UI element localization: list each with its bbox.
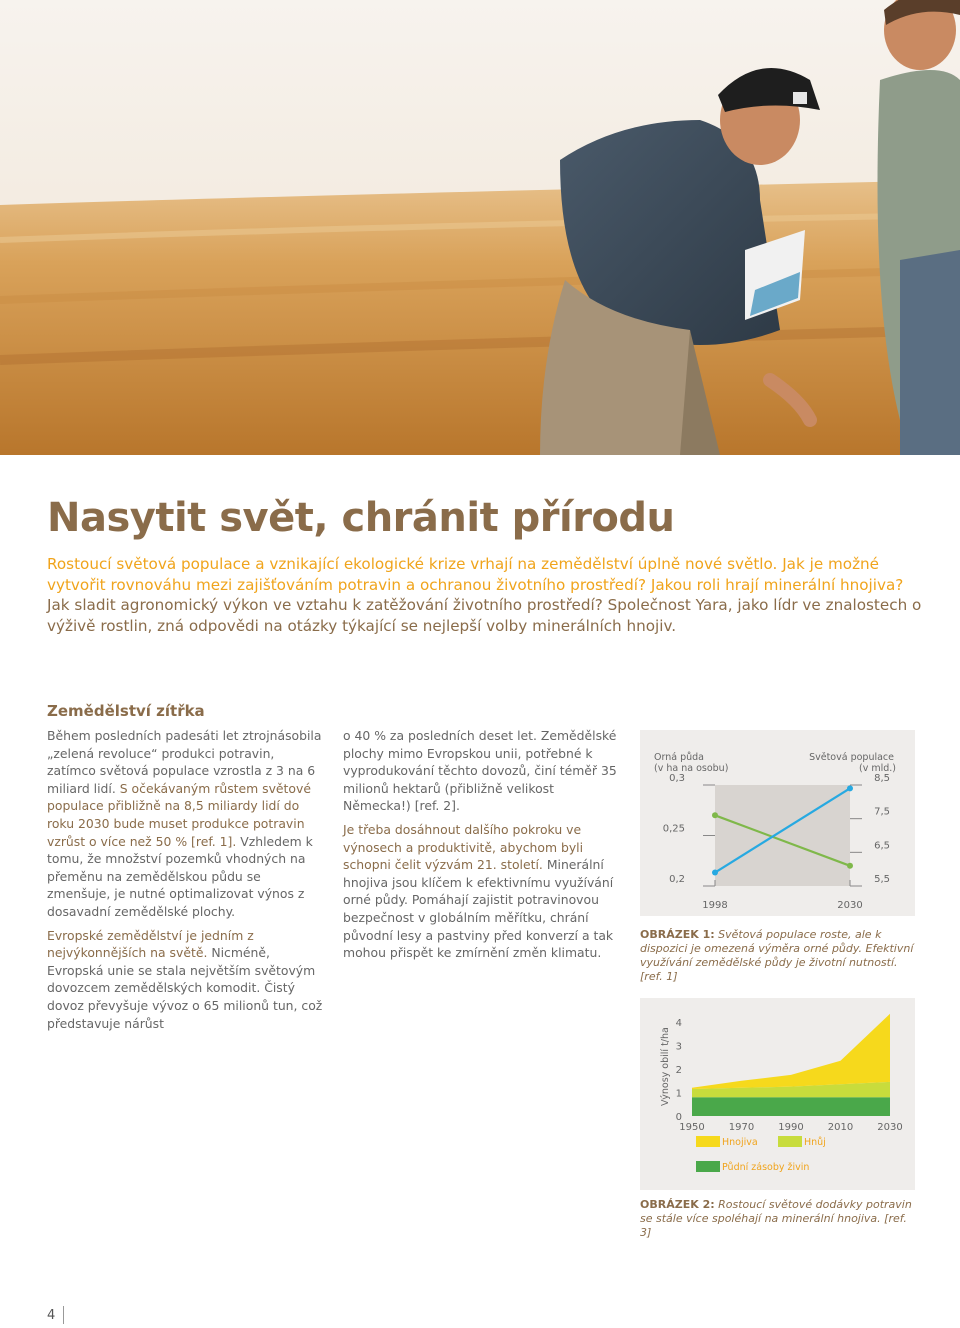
x-tick-label: 1970 [728,1122,755,1133]
left-axis-label-2: (v ha na osobu) [654,763,729,774]
text-run: Minerální hnojiva jsou klíčem k efektivnímu využívání orné půdy. Pomáhají zajistit potravinovou bezpečnost v globálním měřítku, chrání původní lesy a pastviny před konverzí a tak mohou přispět ke zmírnění změn klimatu. [343,857,614,961]
paragraph [47,727,327,921]
right-axis-label-2: (v mld.) [859,763,896,774]
right-tick-label: 8,5 [874,773,890,784]
x-tick-label: 2030 [877,1122,903,1133]
right-axis-label-1: Světová populace [809,752,894,763]
right-tick-label: 7,5 [874,806,890,818]
intro-part-1: Rostoucí světová populace a vznikající ekologické krize vrhají na zemědělství úplně nové světlo. Jak je možné vytvořit rovnováhu mezi zajišťováním potravin a ochranou životního prostředí? Jakou roli hrají minerální hnojiva? [47,555,904,594]
text-run: Vzhledem k tomu, že množství pozemků vhodných na přeměnu na zemědělskou půdu se zmenšuje, je nutné optimalizovat výnos z dosavadní zemědělské plochy. [47,833,313,919]
y-axis-label: Výnosy obilí t/ha [660,1027,671,1106]
intro-paragraph [47,554,927,636]
paragraph: o 40 % za posledních deset let. Zemědělské plochy mimo Evropskou unii, potřebné k vyprodukování těchto dovozů, činí téměř 35 milionů hektarů (přibližně velikost Německa!) [ref. 2]. [343,728,617,814]
legend-label: Hnojiva [722,1137,758,1148]
text-run: Během posledních padesáti let ztrojnásobila „zelená revoluce“ produkci potravin, zatímco světová populace vzrostla z 3 na 6 miliard lidí. [47,728,322,796]
series-point [847,785,853,791]
legend-swatch [696,1136,720,1147]
x-tick-label: 2030 [837,900,863,911]
legend-label: Hnůj [804,1137,826,1148]
chart-grain-yields [640,998,915,1190]
right-tick-label: 5,5 [874,874,890,885]
x-tick-label: 1990 [778,1122,804,1133]
text-column-2 [343,727,623,968]
x-tick-label: 2010 [827,1122,854,1133]
page-number-divider [63,1306,64,1324]
chart1-svg [640,730,915,916]
series-point [712,812,718,818]
section-heading: Zemědělství zítřka [47,702,205,720]
left-tick-label: 0,3 [669,773,685,784]
legend-swatch [778,1136,802,1147]
figure-2-caption [640,1198,915,1240]
right-tick-label: 6,5 [874,840,890,852]
series-point [847,863,853,869]
text-run: Je třeba dosáhnout dalšího pokroku ve výnosech a produktivitě, abychom byli schopni čelit výzvám 21. století. [343,821,584,873]
left-tick-label: 0,2 [669,874,685,885]
page-title: Nasytit svět, chránit přírodu [47,495,675,541]
paragraph [47,927,327,1033]
intro-part-2: Jak sladit agronomický výkon ve vztahu k zatěžování životního prostředí? Společnost Yara, jako lídr ve znalostech o výživě rostlin, zná odpovědi na otázky týkající se nejlepší volby minerálních hnojiv. [47,596,922,635]
caption-text: Světová populace roste, ale k dispozici je omezená výměra orné půdy. Efektivní využívání zemědělské půdy je životní nutností. [ref. 1] [640,928,914,983]
chart2-svg [640,998,915,1190]
y-tick-label: 2 [675,1065,682,1076]
page-number: 4 [47,1308,56,1323]
legend-label: Půdní zásoby živin [722,1162,810,1173]
hero-photo [0,0,960,455]
caption-text: Rostoucí světové dodávky potravin se stále více spoléhají na minerální hnojiva. [ref. 3] [640,1198,912,1239]
text-run: Nicméně, Evropská unie se stala největším světovým dovozcem zemědělských komodit. Čistý dovoz převyšuje vývoz o 65 milionů tun, což představuje nárůst [47,945,323,1031]
left-tick-label: 0,25 [662,823,685,835]
area-series [692,1097,890,1116]
left-axis-label-1: Orná půda [654,752,704,763]
chart-population-land [640,730,915,916]
paragraph [343,821,623,962]
area-series [692,1014,890,1089]
y-tick-label: 4 [675,1018,682,1029]
text-run: Evropské zemědělství je jedním z nejvýkonnějších na světě. [47,927,254,961]
series-point [712,870,718,876]
caption-label: OBRÁZEK 2: [640,1198,715,1211]
y-tick-label: 1 [675,1088,682,1100]
text-column-1 [47,727,327,1038]
figure-1-caption [640,928,915,984]
legend-swatch [696,1161,720,1172]
x-tick-label: 1950 [679,1122,705,1133]
caption-label: OBRÁZEK 1: [640,928,715,941]
text-run: S očekávaným růstem světové populace přibližně na 8,5 miliardy lidí do roku 2030 bude muset produkce potravin vzrůst o více než 50 % [ref. 1]. [47,780,311,849]
y-tick-label: 3 [675,1041,682,1053]
x-tick-label: 1998 [702,900,728,911]
y-tick-label: 0 [675,1112,682,1123]
